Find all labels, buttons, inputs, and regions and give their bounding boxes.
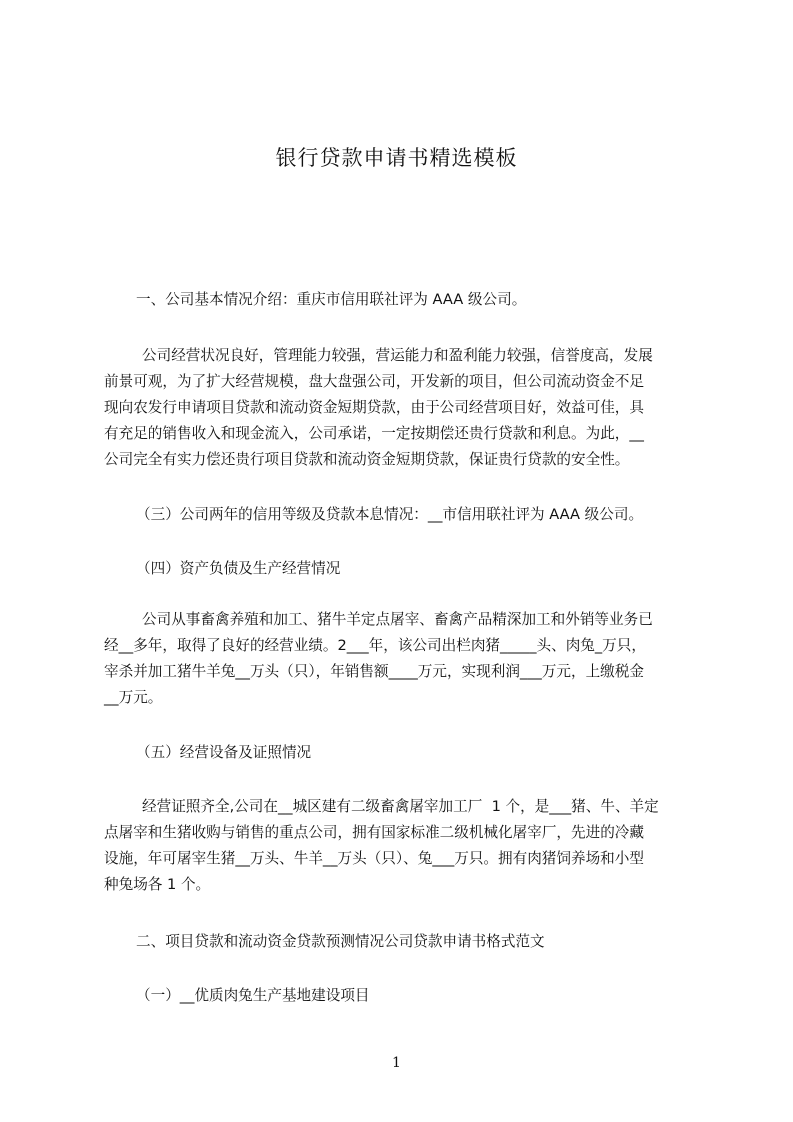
- paragraph-line: 种兔场各 1 个。: [104, 876, 211, 893]
- paragraph-line: 现向农发行申请项目贷款和流动资金短期贷款，由于公司经营项目好，效益可佳，具: [104, 399, 644, 416]
- section-heading-loan-forecast: 二、项目贷款和流动资金贷款预测情况公司贷款申请书格式范文: [136, 933, 545, 950]
- page-title: 银行贷款申请书精选模板: [275, 146, 518, 170]
- paragraph-line: 经__多年，取得了良好的经营业绩。2___年，该公司出栏肉猪_____头、肉兔_万只，: [104, 637, 646, 654]
- paragraph-line: 设施，年可屠宰生猪__万头、牛羊__万头（只）、兔___万只。拥有肉猪饲养场和小型: [104, 850, 644, 867]
- section-heading-credit-rating: （三）公司两年的信用等级及贷款本息情况：__市信用联社评为 AAA 级公司。: [136, 506, 644, 523]
- paragraph-line: 经营证照齐全,公司在__城区建有二级畜禽屠宰加工厂 1 个，是___猪、牛、羊定: [142, 798, 659, 815]
- paragraph-line: 前景可观，为了扩大经营规模，盘大盘强公司，开发新的项目，但公司流动资金不足: [104, 373, 644, 390]
- section-heading-company-intro: 一、公司基本情况介绍：重庆市信用联社评为 AAA 级公司。: [136, 291, 527, 308]
- section-heading-equipment: （五）经营设备及证照情况: [136, 744, 312, 761]
- paragraph-line: 宰杀并加工猪牛羊兔__万头（只），年销售额____万元，实现利润___万元，上缴税金: [104, 663, 644, 680]
- paragraph-line: 有充足的销售收入和现金流入，公司承诺，一定按期偿还贵行贷款和利息。为此，__: [104, 425, 644, 442]
- subsection-heading-rabbit-base: （一）__优质肉兔生产基地建设项目: [136, 987, 370, 1004]
- paragraph-line: 公司完全有实力偿还贵行项目贷款和流动资金短期贷款，保证贵行贷款的安全性。: [104, 451, 630, 468]
- paragraph-line: 公司从事畜禽养殖和加工、猪牛羊定点屠宰、畜禽产品精深加工和外销等业务已: [142, 611, 653, 628]
- paragraph-line: 公司经营状况良好，管理能力较强，营运能力和盈利能力较强，信誉度高，发展: [142, 347, 653, 364]
- page-number: 1: [392, 1055, 401, 1071]
- paragraph-line: __万元。: [104, 689, 163, 706]
- section-heading-assets: （四）资产负债及生产经营情况: [136, 560, 341, 577]
- paragraph-line: 点屠宰和生猪收购与销售的重点公司，拥有国家标准二级机械化屠宰厂，先进的冷藏: [104, 824, 644, 841]
